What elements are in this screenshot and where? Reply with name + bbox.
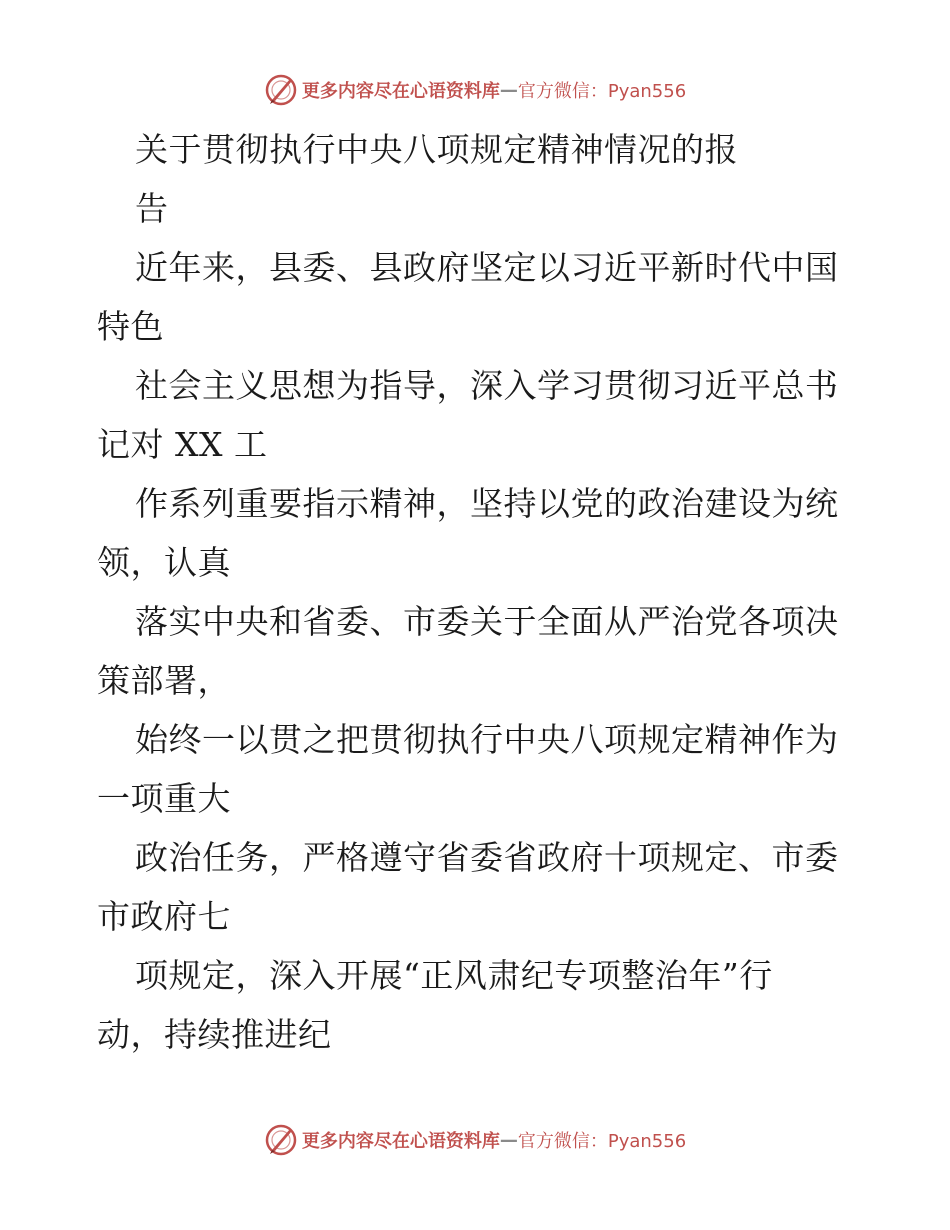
doc-line: 一项重大 (97, 779, 231, 818)
doc-line: 动，持续推进纪 (97, 1015, 332, 1054)
doc-line-title-1: 关于贯彻执行中央八项规定精神情况的报 (135, 130, 738, 169)
banner-wechat: 官方微信：Pyan556 (517, 81, 687, 102)
quill-pen-icon (264, 73, 298, 107)
banner-separator: — (499, 1129, 518, 1151)
doc-line: 领，认真 (97, 543, 231, 582)
doc-line: 项规定，深入开展“正风肃纪专项整治年”行 (135, 956, 773, 995)
doc-line: 记对 XX 工 (97, 425, 268, 464)
banner-separator: — (499, 79, 518, 101)
header-banner (0, 70, 950, 110)
document-body (0, 120, 950, 1064)
banner-title: 更多内容尽在心语资料库 (301, 81, 500, 102)
doc-line: 策部署， (97, 661, 231, 700)
banner-wechat: 官方微信：Pyan556 (517, 1131, 687, 1152)
doc-line: 始终一以贯之把贯彻执行中央八项规定精神作为 (135, 720, 839, 759)
quill-pen-icon (264, 1123, 298, 1157)
doc-line: 特色 (97, 307, 164, 346)
doc-line: 政治任务，严格遵守省委省政府十项规定、市委 (135, 838, 839, 877)
doc-line: 作系列重要指示精神，坚持以党的政治建设为统 (135, 484, 839, 523)
doc-line: 近年来，县委、县政府坚定以习近平新时代中国 (135, 248, 839, 287)
footer-banner (0, 1120, 950, 1160)
doc-line: 社会主义思想为指导，深入学习贯彻习近平总书 (135, 366, 839, 405)
banner-title: 更多内容尽在心语资料库 (301, 1131, 500, 1152)
doc-line-title-2: 告 (135, 189, 169, 228)
doc-line: 落实中央和省委、市委关于全面从严治党各项决 (135, 602, 839, 641)
doc-line: 市政府七 (97, 897, 231, 936)
